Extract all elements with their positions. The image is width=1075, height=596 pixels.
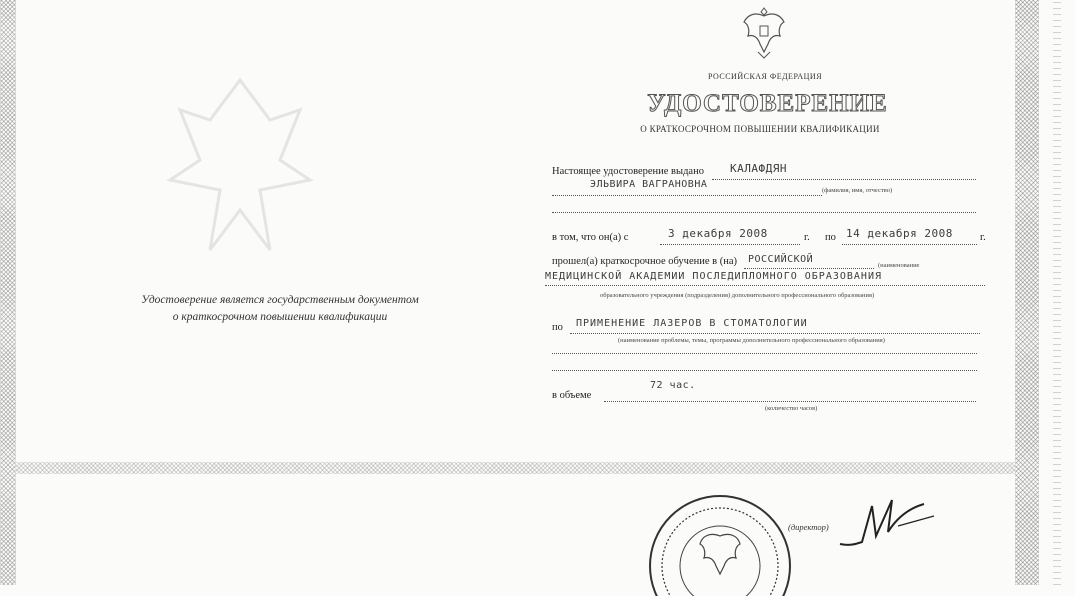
institution-hint-top: (наименование	[878, 262, 920, 269]
document-title: УДОСТОВЕРЕНИЕ	[647, 90, 888, 117]
institution-hint: образовательного учреждения (подразделения) дополнительного профессионального образования)	[600, 292, 875, 299]
faded-emblem-watermark	[140, 60, 340, 270]
handwritten-signature	[828, 486, 938, 556]
surname-value: КАЛАФДЯН	[730, 162, 787, 175]
passed-label: прошел(а) краткосрочное обучение в (на)	[552, 256, 738, 267]
program-line-3	[552, 370, 977, 371]
federation-label: РОССИЙСКАЯ ФЕДЕРАЦИЯ	[707, 72, 823, 81]
right-edge-texture	[1053, 0, 1061, 585]
name-line-3	[552, 212, 976, 213]
bottom-ornamental-band	[16, 462, 1015, 474]
hours-value: 72 час.	[650, 380, 696, 391]
director-label: (директор)	[788, 522, 829, 532]
program-line-2	[552, 353, 977, 354]
given-names-value: ЭЛЬВИРА ВАГРАНОВНА	[590, 179, 708, 190]
program-prefix: по	[552, 322, 563, 333]
volume-line	[604, 401, 976, 402]
name-line-1	[712, 179, 976, 180]
year-suffix-1: г.	[804, 232, 810, 243]
date-from-line	[660, 244, 800, 245]
fio-hint: (фамилия, имя, отчество)	[822, 187, 893, 194]
left-page-note	[110, 292, 450, 326]
po-label: по	[825, 232, 836, 243]
date-to-value: 14 декабря 2008	[846, 227, 953, 240]
institution-value-2: МЕДИЦИНСКОЙ АКАДЕМИИ ПОСЛЕДИПЛОМНОГО ОБРАЗОВАНИЯ	[545, 271, 882, 282]
issued-label: Настоящее удостоверение выдано	[552, 166, 704, 177]
right-ornamental-border	[1015, 0, 1039, 585]
program-hint: (наименование проблемы, темы, программы дополнительного профессионального образования)	[618, 337, 885, 344]
institution-line-2	[545, 285, 985, 286]
hours-hint: (количество часов)	[765, 405, 818, 412]
left-ornamental-border	[0, 0, 16, 585]
double-headed-eagle-icon	[738, 2, 790, 60]
year-suffix-2: г.	[980, 232, 986, 243]
program-line-1	[570, 333, 980, 334]
left-note-line1: Удостоверение является государственным документом	[141, 294, 419, 306]
volume-label: в объеме	[552, 390, 592, 401]
name-line-2	[552, 195, 822, 196]
program-value: ПРИМЕНЕНИЕ ЛАЗЕРОВ В СТОМАТОЛОГИИ	[576, 318, 808, 329]
date-to-line	[842, 244, 977, 245]
document-subtitle: О КРАТКОСРОЧНОМ ПОВЫШЕНИИ КВАЛИФИКАЦИИ	[640, 124, 880, 134]
period-prefix: в том, что он(а) с	[552, 232, 629, 243]
left-note-line2: о краткосрочном повышении квалификации	[172, 311, 388, 323]
round-seal-stamp	[640, 486, 800, 596]
institution-value-1: РОССИЙСКОЙ	[748, 254, 814, 265]
date-from-value: 3 декабря 2008	[668, 227, 768, 240]
institution-line-1	[744, 268, 874, 269]
